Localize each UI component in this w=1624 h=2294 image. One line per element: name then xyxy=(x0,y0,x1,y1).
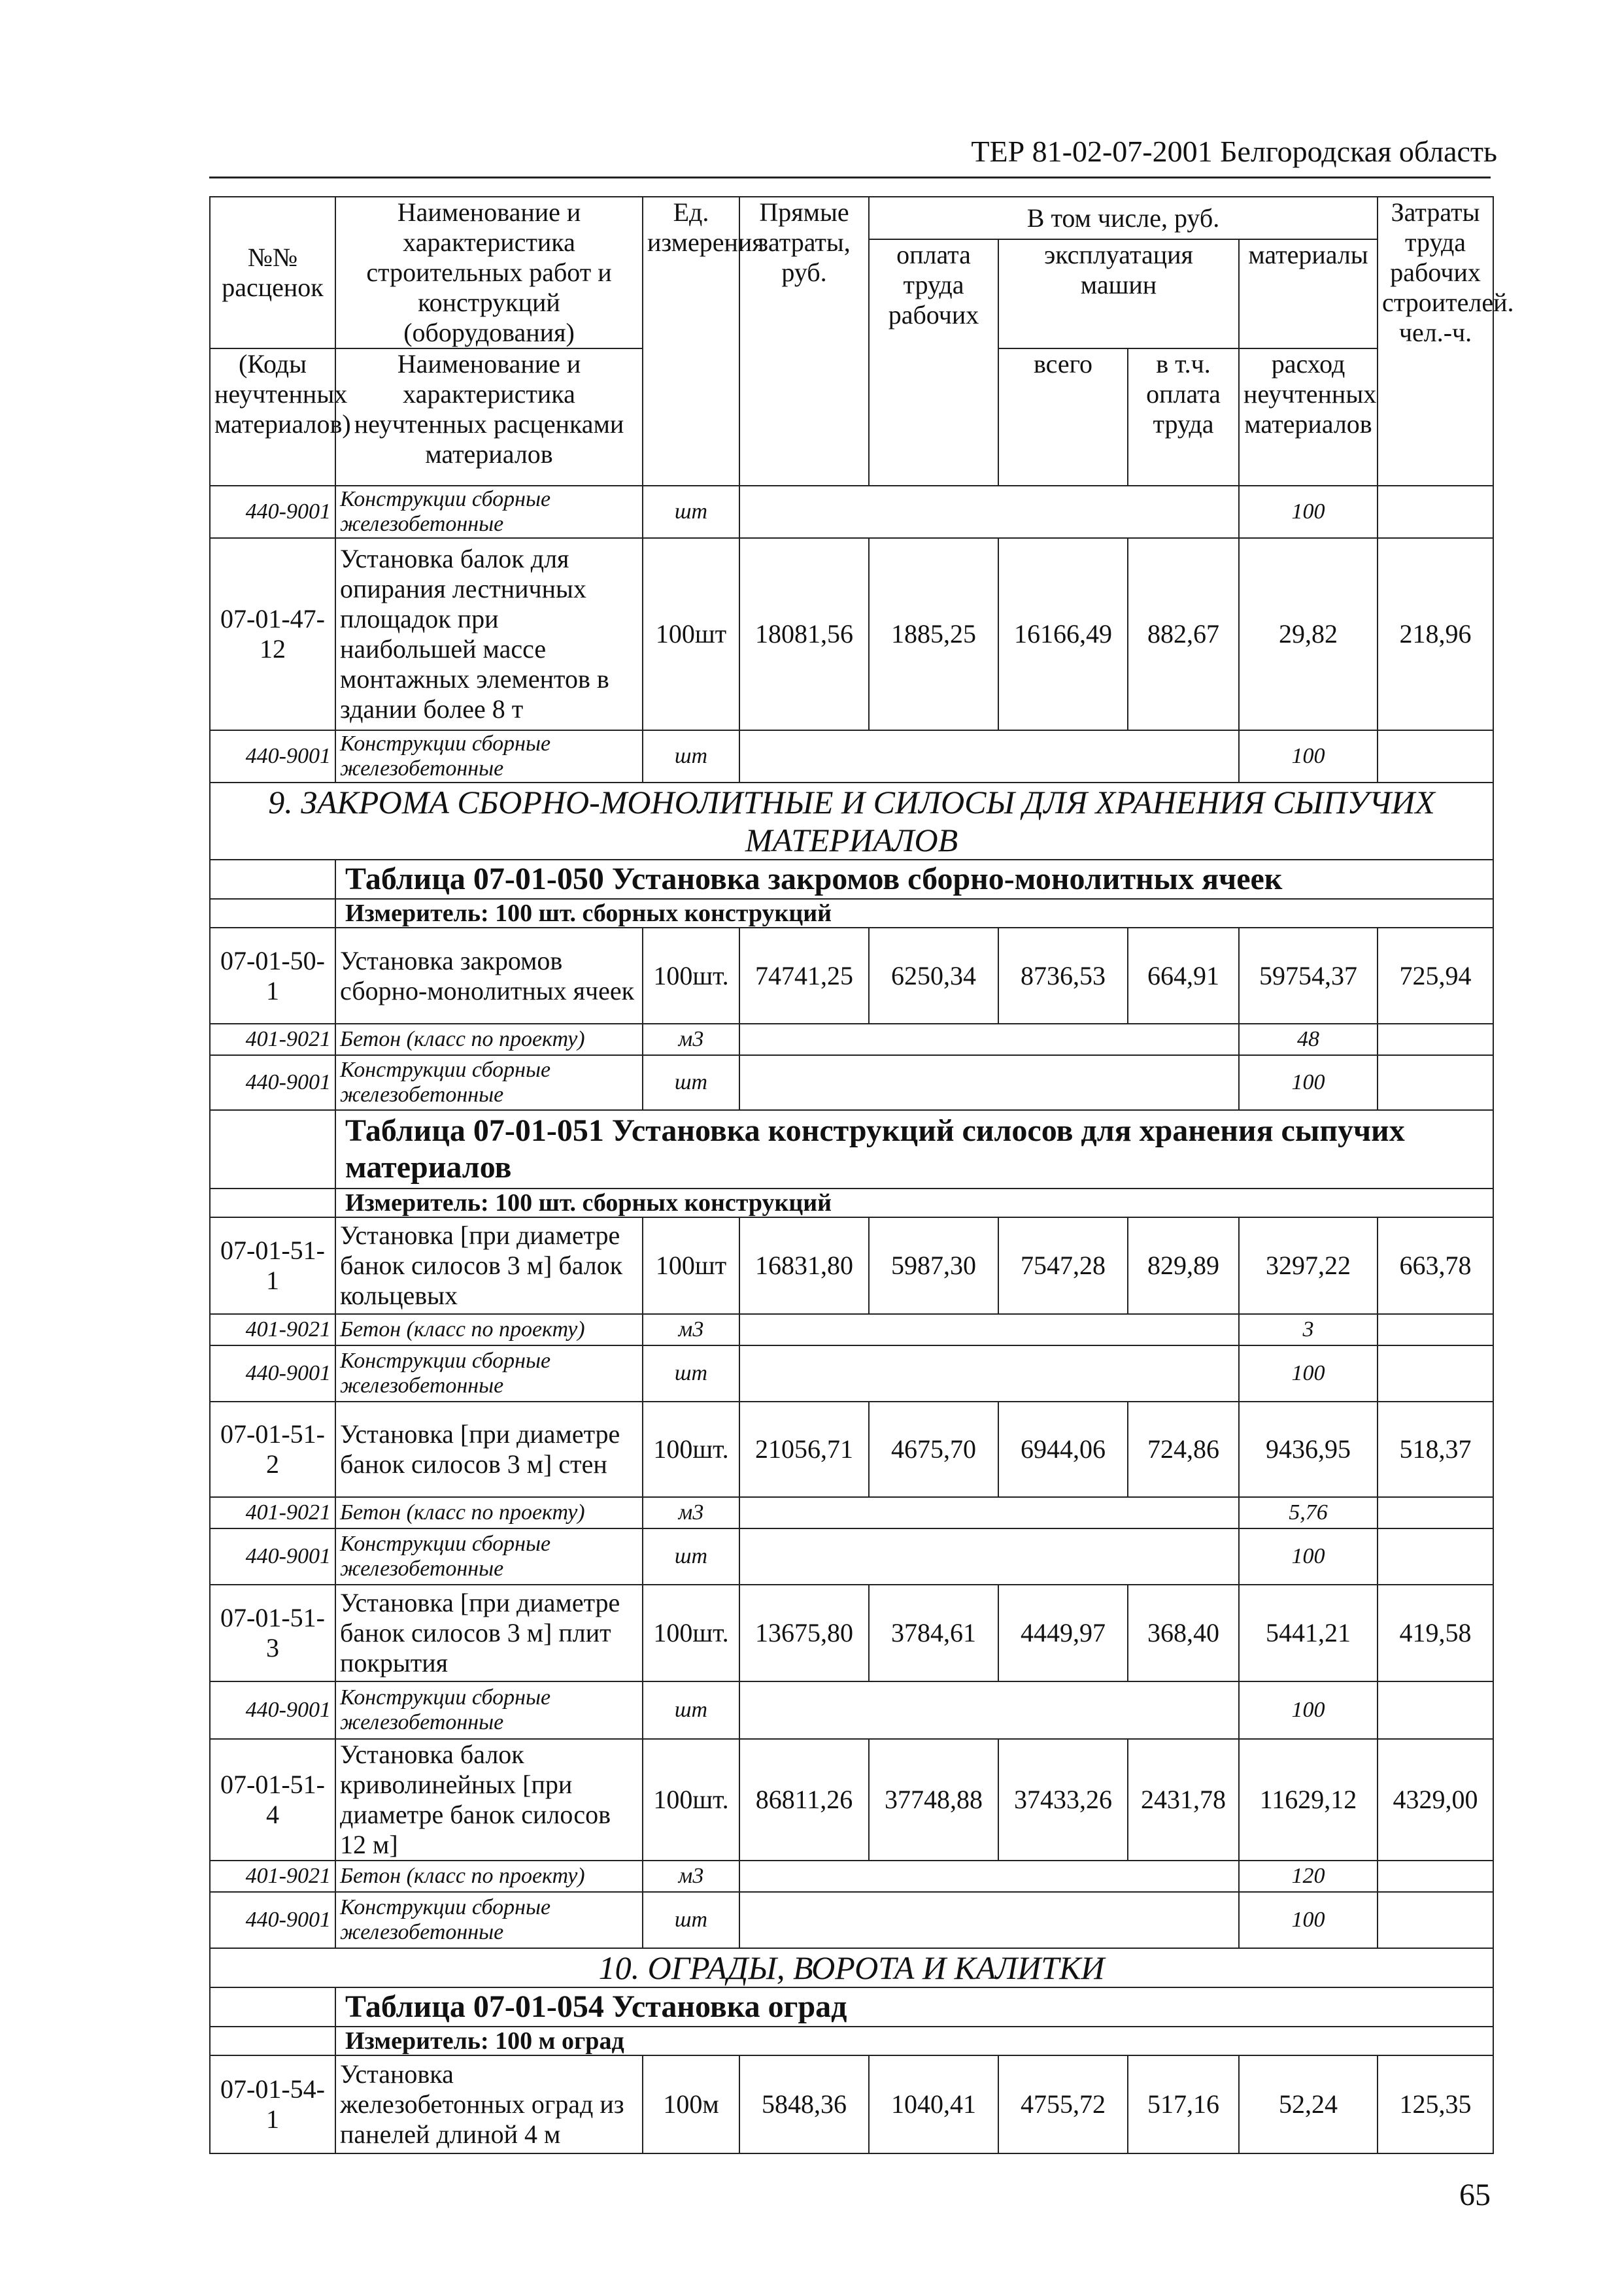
rate-mach: 4755,72 xyxy=(998,2055,1128,2153)
material-unit: шт xyxy=(643,1345,739,1402)
measure-label: Измеритель: 100 шт. сборных конструкций xyxy=(335,1189,1493,1217)
rate-name: Установка [при диаметре банок силосов 3 м] балок кольцевых xyxy=(335,1217,643,1314)
material-row xyxy=(210,1528,1493,1585)
material-name: Конструкции сборные железобетонные xyxy=(335,1055,643,1110)
material-qty: 100 xyxy=(1239,1345,1378,1402)
rate-row xyxy=(210,2055,1493,2153)
rate-unit: 100шт. xyxy=(643,1402,739,1497)
rate-row xyxy=(210,538,1493,730)
material-unit: м3 xyxy=(643,1314,739,1345)
rate-labor: 4329,00 xyxy=(1378,1739,1493,1861)
rate-mat: 11629,12 xyxy=(1239,1739,1378,1861)
col-pay-header: оплата труда рабочих xyxy=(869,239,998,486)
rate-row xyxy=(210,1585,1493,1681)
material-unit: шт xyxy=(643,1528,739,1585)
rate-row xyxy=(210,1217,1493,1314)
rate-machpay: 664,91 xyxy=(1128,928,1239,1024)
empty-span xyxy=(739,1314,1239,1345)
measure-row xyxy=(210,2027,1493,2055)
rate-code: 07-01-47-12 xyxy=(210,538,335,730)
rate-pay: 1885,25 xyxy=(869,538,998,730)
empty-cell xyxy=(1378,1528,1493,1585)
rate-pay: 6250,34 xyxy=(869,928,998,1024)
col-unit-header: Ед. измерения xyxy=(643,197,739,486)
rate-row xyxy=(210,1739,1493,1861)
col-mat-header: материалы xyxy=(1239,239,1378,348)
rate-direct: 13675,80 xyxy=(739,1585,869,1681)
col-machtotal-header: всего xyxy=(998,348,1128,486)
empty-cell xyxy=(1378,730,1493,783)
document-header: ТЕР 81-02-07-2001 Белгородская область xyxy=(971,135,1497,168)
rate-name: Установка закромов сборно-монолитных ячеек xyxy=(335,928,643,1024)
measure-row xyxy=(210,899,1493,928)
material-name: Конструкции сборные железобетонные xyxy=(335,730,643,783)
material-qty: 5,76 xyxy=(1239,1497,1378,1528)
empty-span xyxy=(739,1055,1239,1110)
material-row xyxy=(210,730,1493,783)
material-unit: шт xyxy=(643,1055,739,1110)
material-name: Конструкции сборные железобетонные xyxy=(335,1681,643,1739)
empty-cell xyxy=(210,1987,335,2027)
rate-mat: 29,82 xyxy=(1239,538,1378,730)
rate-mach: 8736,53 xyxy=(998,928,1128,1024)
material-qty: 100 xyxy=(1239,486,1378,538)
material-qty: 100 xyxy=(1239,1892,1378,1948)
rate-labor: 518,37 xyxy=(1378,1402,1493,1497)
material-row xyxy=(210,1861,1493,1892)
rate-mat: 3297,22 xyxy=(1239,1217,1378,1314)
material-code: 440-9001 xyxy=(210,730,335,783)
material-row xyxy=(210,486,1493,538)
rate-mach: 16166,49 xyxy=(998,538,1128,730)
rate-pay: 4675,70 xyxy=(869,1402,998,1497)
material-unit: шт xyxy=(643,1681,739,1739)
section-heading: 9. ЗАКРОМА СБОРНО-МОНОЛИТНЫЕ И СИЛОСЫ ДЛЯ ХРАНЕНИЯ СЫПУЧИХ МАТЕРИАЛОВ xyxy=(210,783,1493,860)
empty-cell xyxy=(1378,1024,1493,1055)
material-qty: 3 xyxy=(1239,1314,1378,1345)
table-title: Таблица 07-01-054 Установка оград xyxy=(335,1987,1493,2027)
table-title-row xyxy=(210,860,1493,899)
material-name: Конструкции сборные железобетонные xyxy=(335,1528,643,1585)
empty-cell xyxy=(1378,1892,1493,1948)
rate-machpay: 882,67 xyxy=(1128,538,1239,730)
material-qty: 100 xyxy=(1239,1055,1378,1110)
empty-cell xyxy=(210,1189,335,1217)
rate-mat: 5441,21 xyxy=(1239,1585,1378,1681)
rate-labor: 663,78 xyxy=(1378,1217,1493,1314)
rate-code: 07-01-51-2 xyxy=(210,1402,335,1497)
material-row xyxy=(210,1345,1493,1402)
header-rule xyxy=(209,177,1491,178)
col-labor-header: Затраты труда рабочих строителей. чел.-ч. xyxy=(1378,197,1493,486)
table-title-row xyxy=(210,1987,1493,2027)
rate-unit: 100шт. xyxy=(643,1739,739,1861)
material-qty: 100 xyxy=(1239,730,1378,783)
col-name2-header: Наименование и характеристика неучтенных расценками материалов xyxy=(335,348,643,486)
empty-span xyxy=(739,730,1239,783)
rate-mat: 59754,37 xyxy=(1239,928,1378,1024)
rate-labor: 725,94 xyxy=(1378,928,1493,1024)
col-direct-header: Прямые затраты, руб. xyxy=(739,197,869,486)
rate-machpay: 724,86 xyxy=(1128,1402,1239,1497)
rate-mach: 4449,97 xyxy=(998,1585,1128,1681)
header-row-1 xyxy=(210,197,1493,239)
rate-code: 07-01-51-1 xyxy=(210,1217,335,1314)
empty-cell xyxy=(1378,486,1493,538)
rate-mach: 37433,26 xyxy=(998,1739,1128,1861)
rate-name: Установка [при диаметре банок силосов 3 м] стен xyxy=(335,1402,643,1497)
rate-machpay: 829,89 xyxy=(1128,1217,1239,1314)
rate-labor: 419,58 xyxy=(1378,1585,1493,1681)
material-name: Конструкции сборные железобетонные xyxy=(335,486,643,538)
material-row xyxy=(210,1055,1493,1110)
material-code: 440-9001 xyxy=(210,1892,335,1948)
material-unit: м3 xyxy=(643,1024,739,1055)
rate-unit: 100м xyxy=(643,2055,739,2153)
material-code: 401-9021 xyxy=(210,1497,335,1528)
empty-cell xyxy=(1378,1497,1493,1528)
rate-pay: 3784,61 xyxy=(869,1585,998,1681)
col-incl-header: В том числе, руб. xyxy=(869,197,1378,239)
material-name: Конструкции сборные железобетонные xyxy=(335,1892,643,1948)
rate-labor: 125,35 xyxy=(1378,2055,1493,2153)
rate-machpay: 2431,78 xyxy=(1128,1739,1239,1861)
material-code: 440-9001 xyxy=(210,1528,335,1585)
material-unit: шт xyxy=(643,730,739,783)
material-unit: м3 xyxy=(643,1497,739,1528)
rate-unit: 100шт xyxy=(643,538,739,730)
rate-name: Установка [при диаметре банок силосов 3 м] плит покрытия xyxy=(335,1585,643,1681)
material-name: Бетон (класс по проекту) xyxy=(335,1497,643,1528)
table-title-row xyxy=(210,1110,1493,1189)
rate-pay: 1040,41 xyxy=(869,2055,998,2153)
col-matuse-header: расход неучтенных материалов xyxy=(1239,348,1378,486)
material-row xyxy=(210,1497,1493,1528)
measure-label: Измеритель: 100 м оград xyxy=(335,2027,1493,2055)
material-code: 440-9001 xyxy=(210,1681,335,1739)
rate-name: Установка балок для опирания лестничных площадок при наибольшей массе монтажных элементов в здании более 8 т xyxy=(335,538,643,730)
page-number: 65 xyxy=(1459,2178,1491,2212)
rate-mat: 9436,95 xyxy=(1239,1402,1378,1497)
rate-machpay: 368,40 xyxy=(1128,1585,1239,1681)
material-row xyxy=(210,1681,1493,1739)
rate-direct: 21056,71 xyxy=(739,1402,869,1497)
section-heading-row xyxy=(210,783,1493,860)
material-unit: шт xyxy=(643,1892,739,1948)
rate-unit: 100шт xyxy=(643,1217,739,1314)
rate-name: Установка балок криволинейных [при диаметре банок силосов 12 м] xyxy=(335,1739,643,1861)
empty-cell xyxy=(1378,1345,1493,1402)
price-table xyxy=(209,196,1514,2154)
col-name-header: Наименование и характеристика строительных работ и конструкций (оборудования) xyxy=(335,197,643,348)
material-code: 440-9001 xyxy=(210,1345,335,1402)
section-heading: 10. ОГРАДЫ, ВОРОТА И КАЛИТКИ xyxy=(210,1948,1493,1987)
rate-code: 07-01-50-1 xyxy=(210,928,335,1024)
rate-direct: 16831,80 xyxy=(739,1217,869,1314)
empty-span xyxy=(739,1681,1239,1739)
rate-mach: 7547,28 xyxy=(998,1217,1128,1314)
table-title: Таблица 07-01-050 Установка закромов сборно-монолитных ячеек xyxy=(335,860,1493,899)
rate-direct: 5848,36 xyxy=(739,2055,869,2153)
material-qty: 100 xyxy=(1239,1681,1378,1739)
empty-cell xyxy=(1378,1055,1493,1110)
rate-direct: 18081,56 xyxy=(739,538,869,730)
empty-cell xyxy=(210,899,335,928)
rate-code: 07-01-51-4 xyxy=(210,1739,335,1861)
section-heading-row xyxy=(210,1948,1493,1987)
rate-pay: 37748,88 xyxy=(869,1739,998,1861)
empty-span xyxy=(739,1528,1239,1585)
rate-code: 07-01-54-1 xyxy=(210,2055,335,2153)
measure-row xyxy=(210,1189,1493,1217)
material-qty: 100 xyxy=(1239,1528,1378,1585)
empty-cell xyxy=(210,2027,335,2055)
material-qty: 48 xyxy=(1239,1024,1378,1055)
material-row xyxy=(210,1024,1493,1055)
empty-cell xyxy=(1378,1314,1493,1345)
col-machpay-header: в т.ч. оплата труда xyxy=(1128,348,1239,486)
material-qty: 120 xyxy=(1239,1861,1378,1892)
rate-mat: 52,24 xyxy=(1239,2055,1378,2153)
rate-mach: 6944,06 xyxy=(998,1402,1128,1497)
material-row xyxy=(210,1314,1493,1345)
material-name: Бетон (класс по проекту) xyxy=(335,1314,643,1345)
col-code-header: №№ расценок xyxy=(210,197,335,348)
material-code: 401-9021 xyxy=(210,1861,335,1892)
rate-code: 07-01-51-3 xyxy=(210,1585,335,1681)
rate-direct: 74741,25 xyxy=(739,928,869,1024)
rate-direct: 86811,26 xyxy=(739,1739,869,1861)
rate-row xyxy=(210,928,1493,1024)
material-unit: м3 xyxy=(643,1861,739,1892)
empty-cell xyxy=(210,1110,335,1189)
empty-span xyxy=(739,1861,1239,1892)
material-name: Конструкции сборные железобетонные xyxy=(335,1345,643,1402)
empty-cell xyxy=(1378,1681,1493,1739)
rate-unit: 100шт. xyxy=(643,1585,739,1681)
measure-label: Измеритель: 100 шт. сборных конструкций xyxy=(335,899,1493,928)
empty-span xyxy=(739,1024,1239,1055)
rate-machpay: 517,16 xyxy=(1128,2055,1239,2153)
col-mach-header: эксплуатация машин xyxy=(998,239,1239,348)
material-code: 401-9021 xyxy=(210,1024,335,1055)
empty-span xyxy=(739,1892,1239,1948)
rate-pay: 5987,30 xyxy=(869,1217,998,1314)
rate-labor: 218,96 xyxy=(1378,538,1493,730)
col-code2-header: (Коды неучтенных материалов) xyxy=(210,348,335,486)
material-unit: шт xyxy=(643,486,739,538)
empty-span xyxy=(739,486,1239,538)
rate-name: Установка железобетонных оград из панелей длиной 4 м xyxy=(335,2055,643,2153)
material-row xyxy=(210,1892,1493,1948)
rate-row xyxy=(210,1402,1493,1497)
table-title: Таблица 07-01-051 Установка конструкций силосов для хранения сыпучих материалов xyxy=(335,1110,1493,1189)
material-name: Бетон (класс по проекту) xyxy=(335,1861,643,1892)
material-code: 440-9001 xyxy=(210,486,335,538)
material-code: 401-9021 xyxy=(210,1314,335,1345)
rate-unit: 100шт. xyxy=(643,928,739,1024)
empty-cell xyxy=(210,860,335,899)
material-code: 440-9001 xyxy=(210,1055,335,1110)
material-name: Бетон (класс по проекту) xyxy=(335,1024,643,1055)
empty-span xyxy=(739,1345,1239,1402)
empty-cell xyxy=(1378,1861,1493,1892)
empty-span xyxy=(739,1497,1239,1528)
